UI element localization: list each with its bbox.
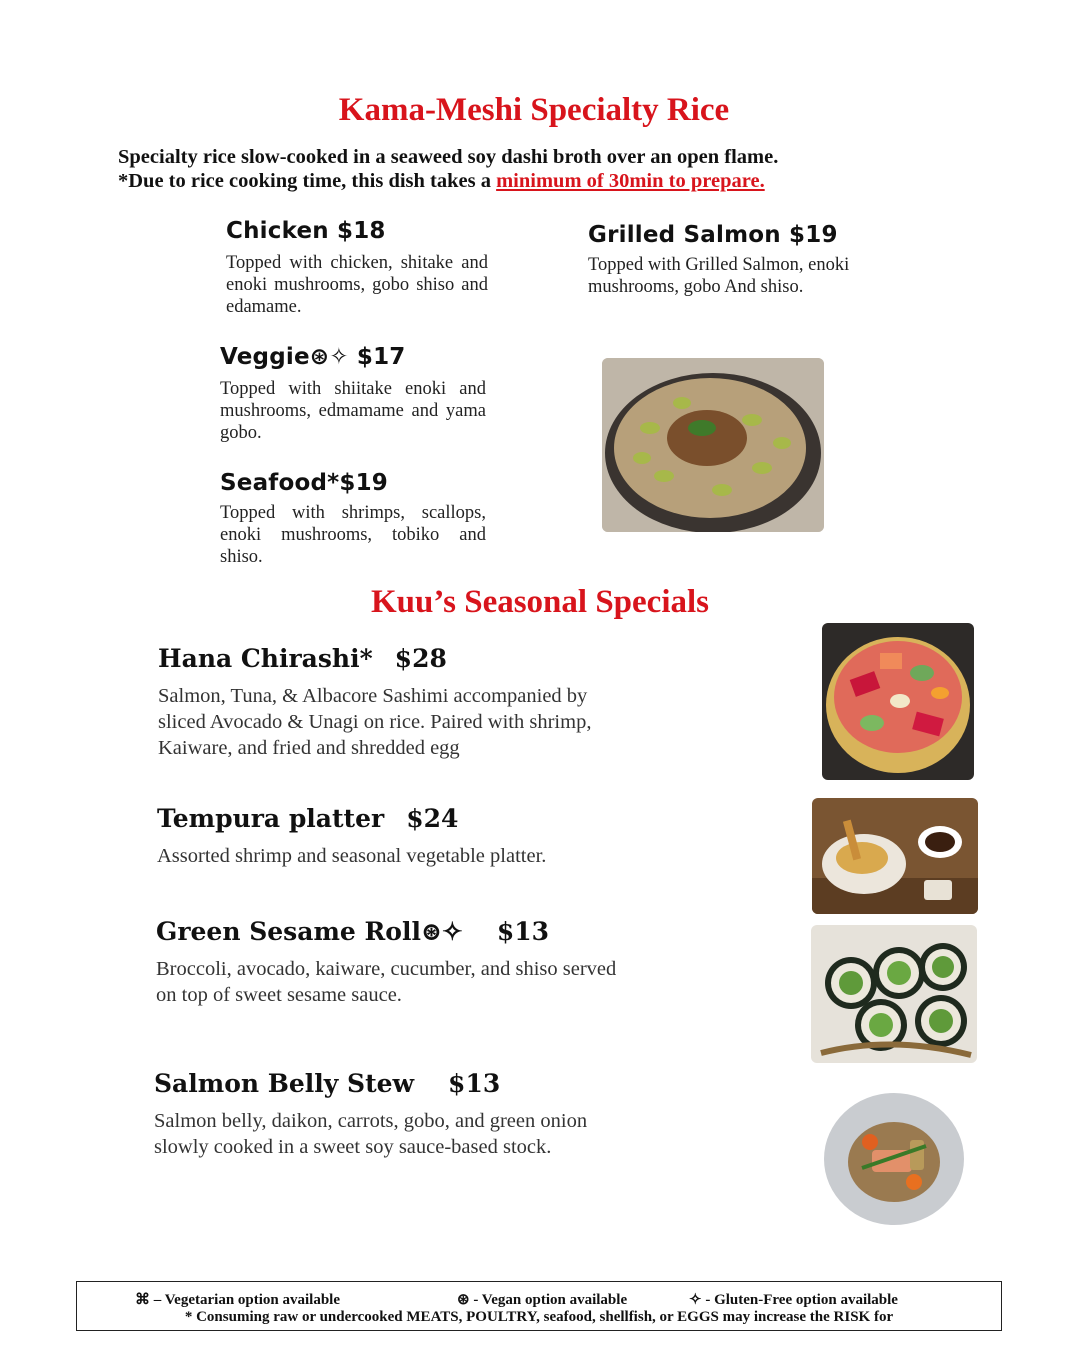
intro-line-1: Specialty rice slow-cooked in a seaweed soy dashi broth over an open flame. — [118, 146, 779, 168]
special-item-price: $28 — [394, 644, 447, 673]
tempura-photo — [812, 798, 978, 914]
special-item-price: $24 — [406, 804, 459, 833]
special-item-description: Assorted shrimp and seasonal vegetable platter. — [157, 845, 547, 867]
rice-item-veggie — [220, 344, 486, 444]
chirashi-image — [822, 623, 974, 780]
special-item-name: Salmon Belly Stew — [154, 1069, 415, 1098]
tempura-image — [812, 798, 978, 914]
rice-item-name: Veggie⊛✧ $17 — [220, 344, 406, 370]
special-item-name: Hana Chirashi* — [158, 644, 373, 673]
legend-warning: * Consuming raw or undercooked MEATS, POULTRY, seafood, shellfish, or EGGS may increase the RISK for — [184, 1309, 894, 1325]
rice-item-description: Topped with chicken, shitake and enoki mushrooms, gobo shiso and edamame. — [226, 253, 488, 317]
intro-line-2 — [118, 169, 778, 193]
salmon-belly-stew-photo — [822, 1090, 966, 1228]
rice-item-seafood — [220, 470, 486, 568]
legend-gluten-free: ✧ - Gluten-Free option available — [689, 1292, 898, 1308]
special-item-title — [156, 917, 626, 946]
rice-pot-image — [602, 358, 824, 532]
rice-item-grilled-salmon — [588, 222, 850, 298]
sushi-roll-image — [811, 925, 977, 1063]
rice-item-chicken — [226, 218, 488, 318]
special-item-title — [154, 1069, 614, 1098]
kamameshi-photo — [602, 358, 824, 532]
green-sesame-roll-photo — [811, 925, 977, 1063]
specials-title: Kuu’s Seasonal Specials — [370, 584, 710, 620]
intro-line-2-prefix: *Due to rice cooking time, this dish takes a — [118, 170, 497, 192]
special-item-price: $13 — [496, 917, 550, 946]
legend-box — [76, 1281, 1002, 1331]
rice-item-name: Chicken $18 — [226, 218, 386, 244]
rice-item-description: Topped with shrimps, scallops, enoki mushrooms, tobiko and shiso. — [220, 503, 486, 567]
special-item-description: Salmon, Tuna, & Albacore Sashimi accompanied by sliced Avocado & Unagi on rice. Paired with shrimp, Kaiware, and fried and shredded egg — [158, 685, 592, 759]
special-item-description: Broccoli, avocado, kaiware, cucumber, and shiso served on top of sweet sesame sauce. — [156, 958, 617, 1006]
special-item-title — [157, 804, 627, 833]
kamameshi-intro — [118, 145, 778, 193]
hana-chirashi-photo — [822, 623, 974, 780]
special-item-green-sesame-roll — [156, 917, 626, 1008]
special-item-price: $13 — [448, 1069, 501, 1098]
legend-vegan: ⊛ - Vegan option available — [457, 1292, 628, 1308]
rice-item-name: Seafood*$19 — [220, 470, 388, 496]
special-item-hana-chirashi — [158, 644, 628, 761]
special-item-name: Green Sesame Roll⊛✧ — [156, 917, 463, 946]
special-item-name: Tempura platter — [157, 804, 385, 833]
rice-item-description: Topped with shiitake enoki and mushrooms, edmamame and yama gobo. — [220, 379, 486, 443]
stew-bowl-image — [822, 1090, 966, 1228]
kamameshi-title: Kama-Meshi Specialty Rice — [338, 92, 730, 128]
special-item-tempura — [157, 804, 627, 869]
rice-item-description: Topped with Grilled Salmon, enoki mushrooms, gobo And shiso. — [588, 255, 850, 297]
special-item-description: Salmon belly, daikon, carrots, gobo, and green onion slowly cooked in a sweet soy sauce-based stock. — [154, 1110, 588, 1158]
special-item-salmon-belly-stew — [154, 1069, 614, 1160]
legend-vegetarian: ⌘ – Vegetarian option available — [135, 1292, 341, 1308]
prep-time-warning: minimum of 30min to prepare. — [496, 170, 765, 192]
legend-options-row — [77, 1290, 1001, 1308]
rice-item-name: Grilled Salmon $19 — [588, 222, 838, 248]
special-item-title — [158, 644, 628, 673]
